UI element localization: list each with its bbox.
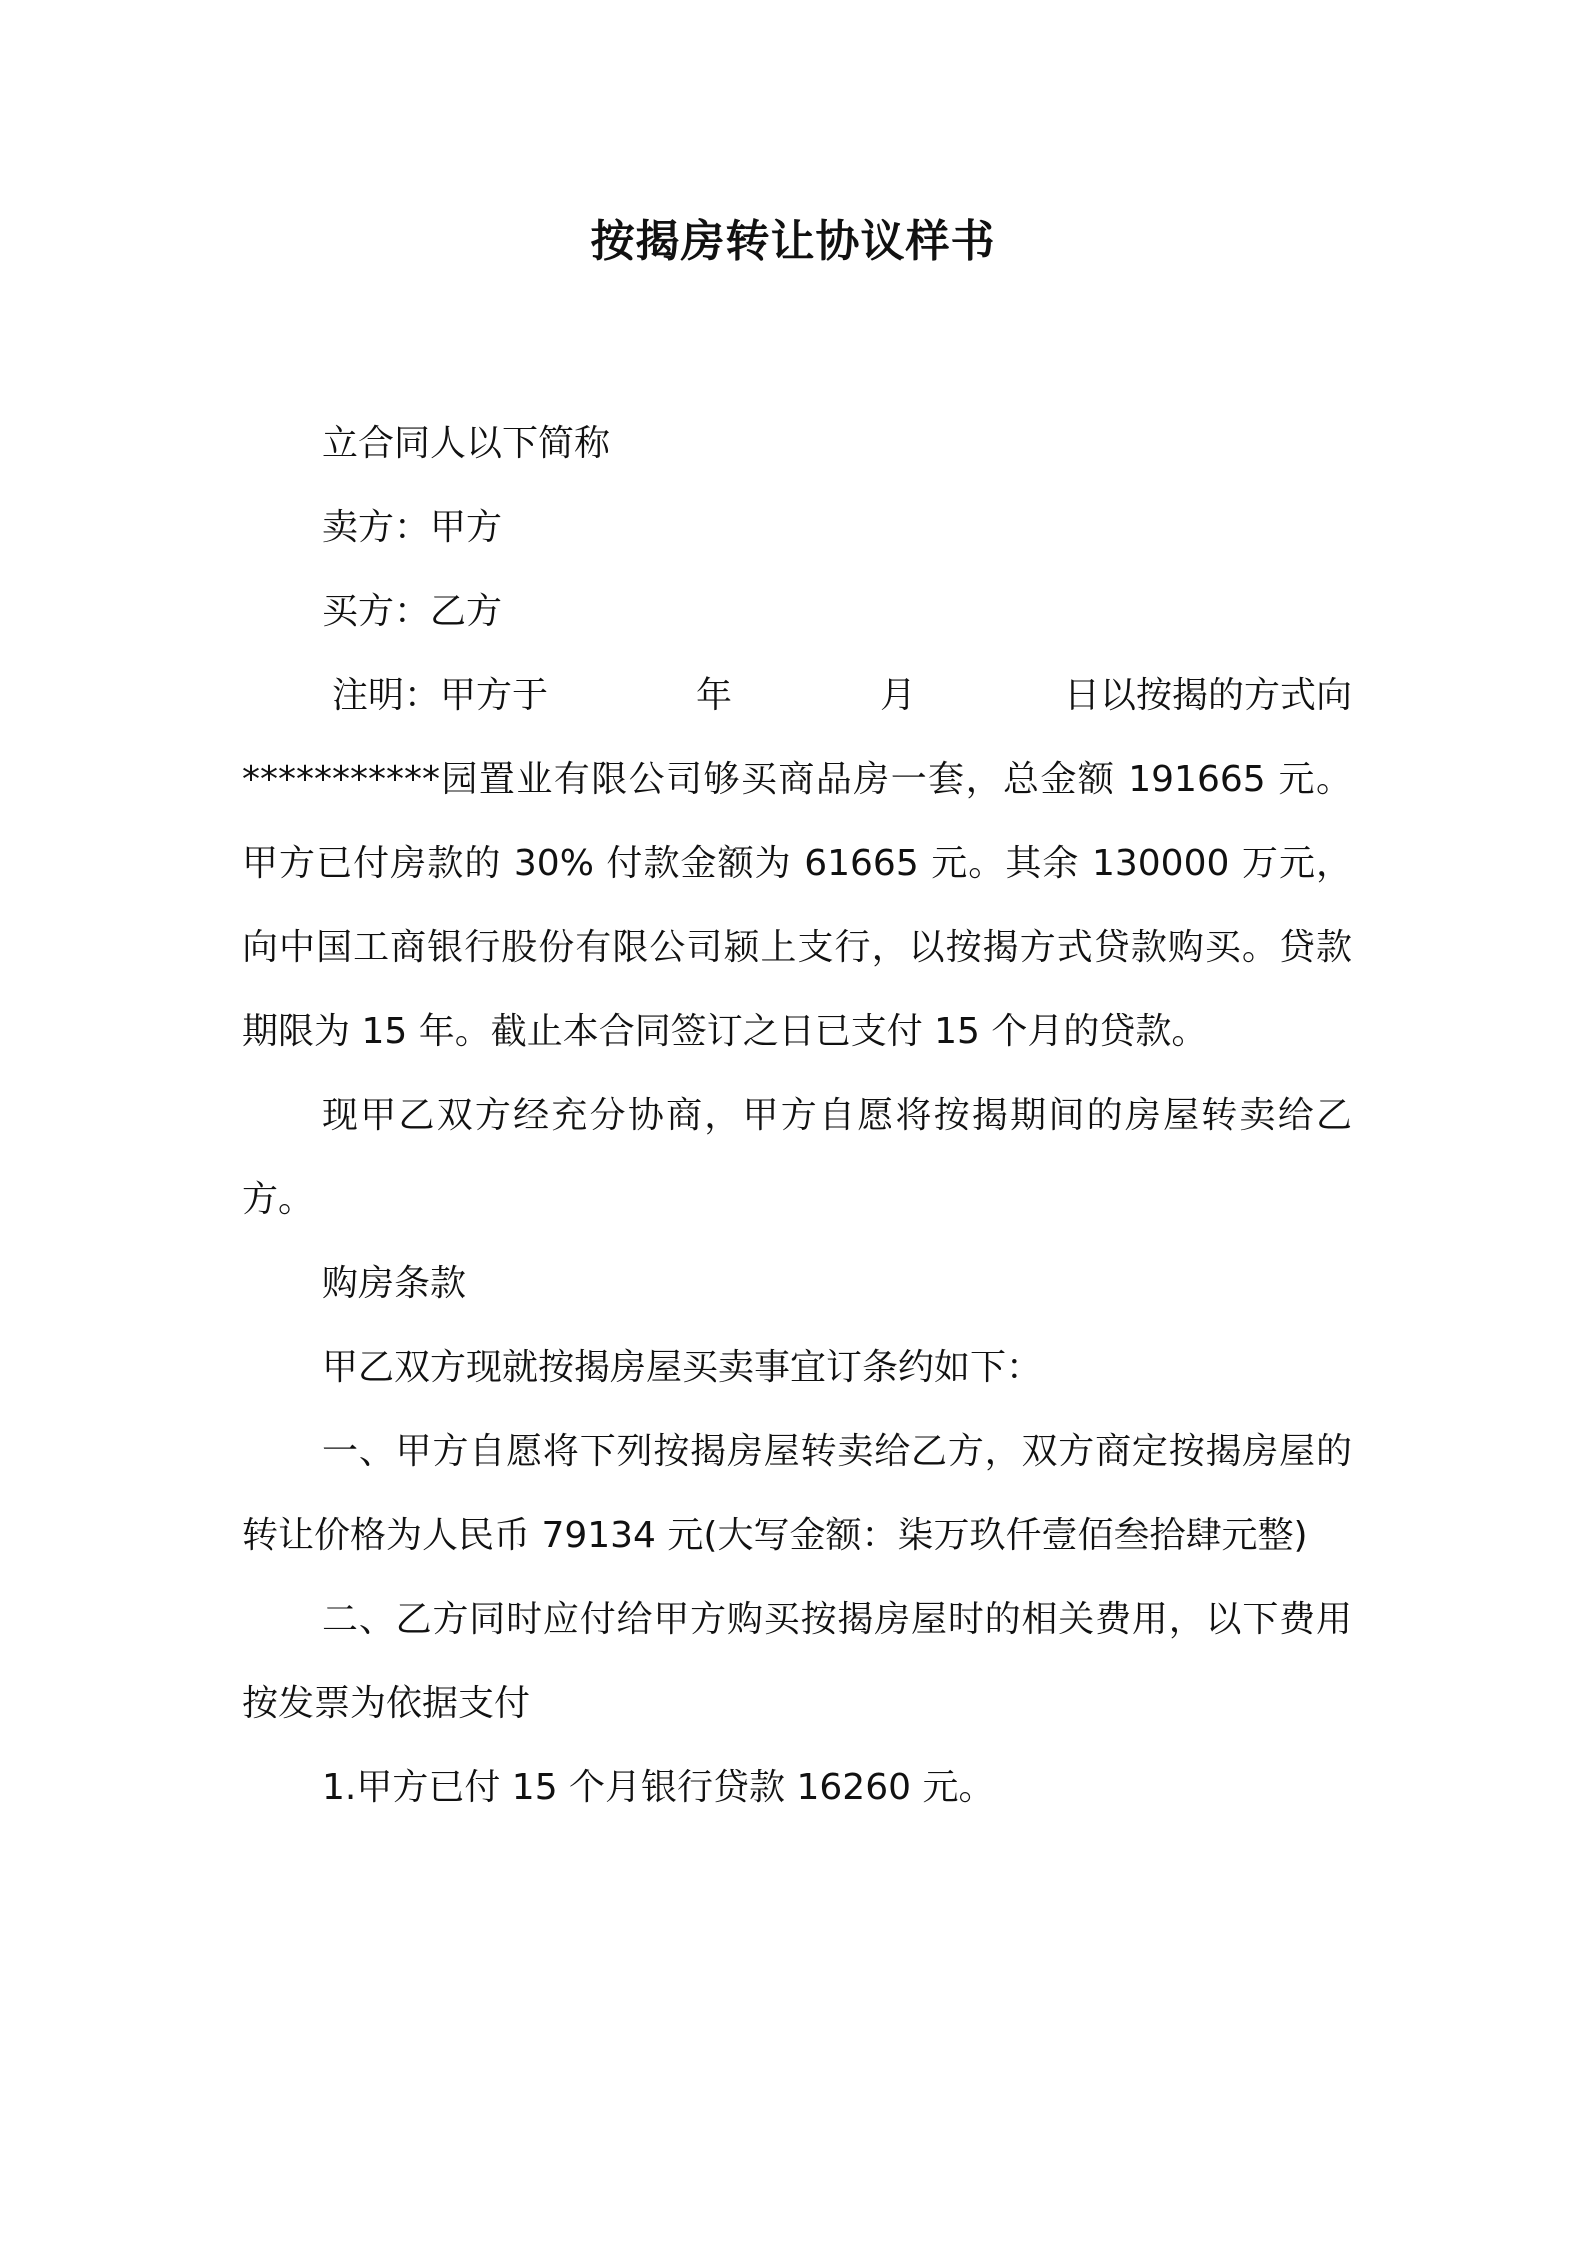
paragraph-purchase-details: ***********园置业有限公司够买商品房一套，总金额 191665 元。甲方已付房款的 30% 付款金额为 61665 元。其余 130000 万元，向中国工商银行股份有限公司颍上支行，以按揭方式贷款购买。贷款期限为 15 年。截止本合同签订之日已支付 15 个月的贷款。 xyxy=(242,759,1352,1052)
clause-two-related-fees: 二、乙方同时应付给甲方购买按揭房屋时的相关费用，以下费用按发票为依据支付 xyxy=(242,1599,1352,1724)
clause-one-transfer-price: 一、甲方自愿将下列按揭房屋转卖给乙方，双方商定按揭房屋的转让价格为人民币 79134 元(大写金额：柒万玖仟壹佰叁拾肆元整) xyxy=(242,1431,1352,1556)
paragraph-note-date-line xyxy=(242,654,1352,738)
paragraph-terms-intro: 甲乙双方现就按揭房屋买卖事宜订条约如下： xyxy=(322,1347,1043,1388)
paragraph-seller: 卖方：甲方 xyxy=(322,507,503,548)
note-month: 月 xyxy=(879,675,916,716)
clause-item-1-loan-paid: 1.甲方已付 15 个月银行贷款 16260 元。 xyxy=(322,1767,995,1808)
section-heading-purchase-terms: 购房条款 xyxy=(322,1263,467,1304)
note-year: 年 xyxy=(695,675,732,716)
document-body xyxy=(242,402,1352,1830)
page-title: 按揭房转让协议样书 xyxy=(590,216,996,267)
note-prefix: 注明：甲方于 xyxy=(332,675,549,716)
note-day-rest: 日以按揭的方式向 xyxy=(1063,675,1352,716)
paragraph-buyer: 买方：乙方 xyxy=(322,591,503,632)
paragraph-parties-intro: 立合同人以下简称 xyxy=(322,423,611,464)
paragraph-agreement-intent: 现甲乙双方经充分协商，甲方自愿将按揭期间的房屋转卖给乙方。 xyxy=(242,1095,1352,1220)
